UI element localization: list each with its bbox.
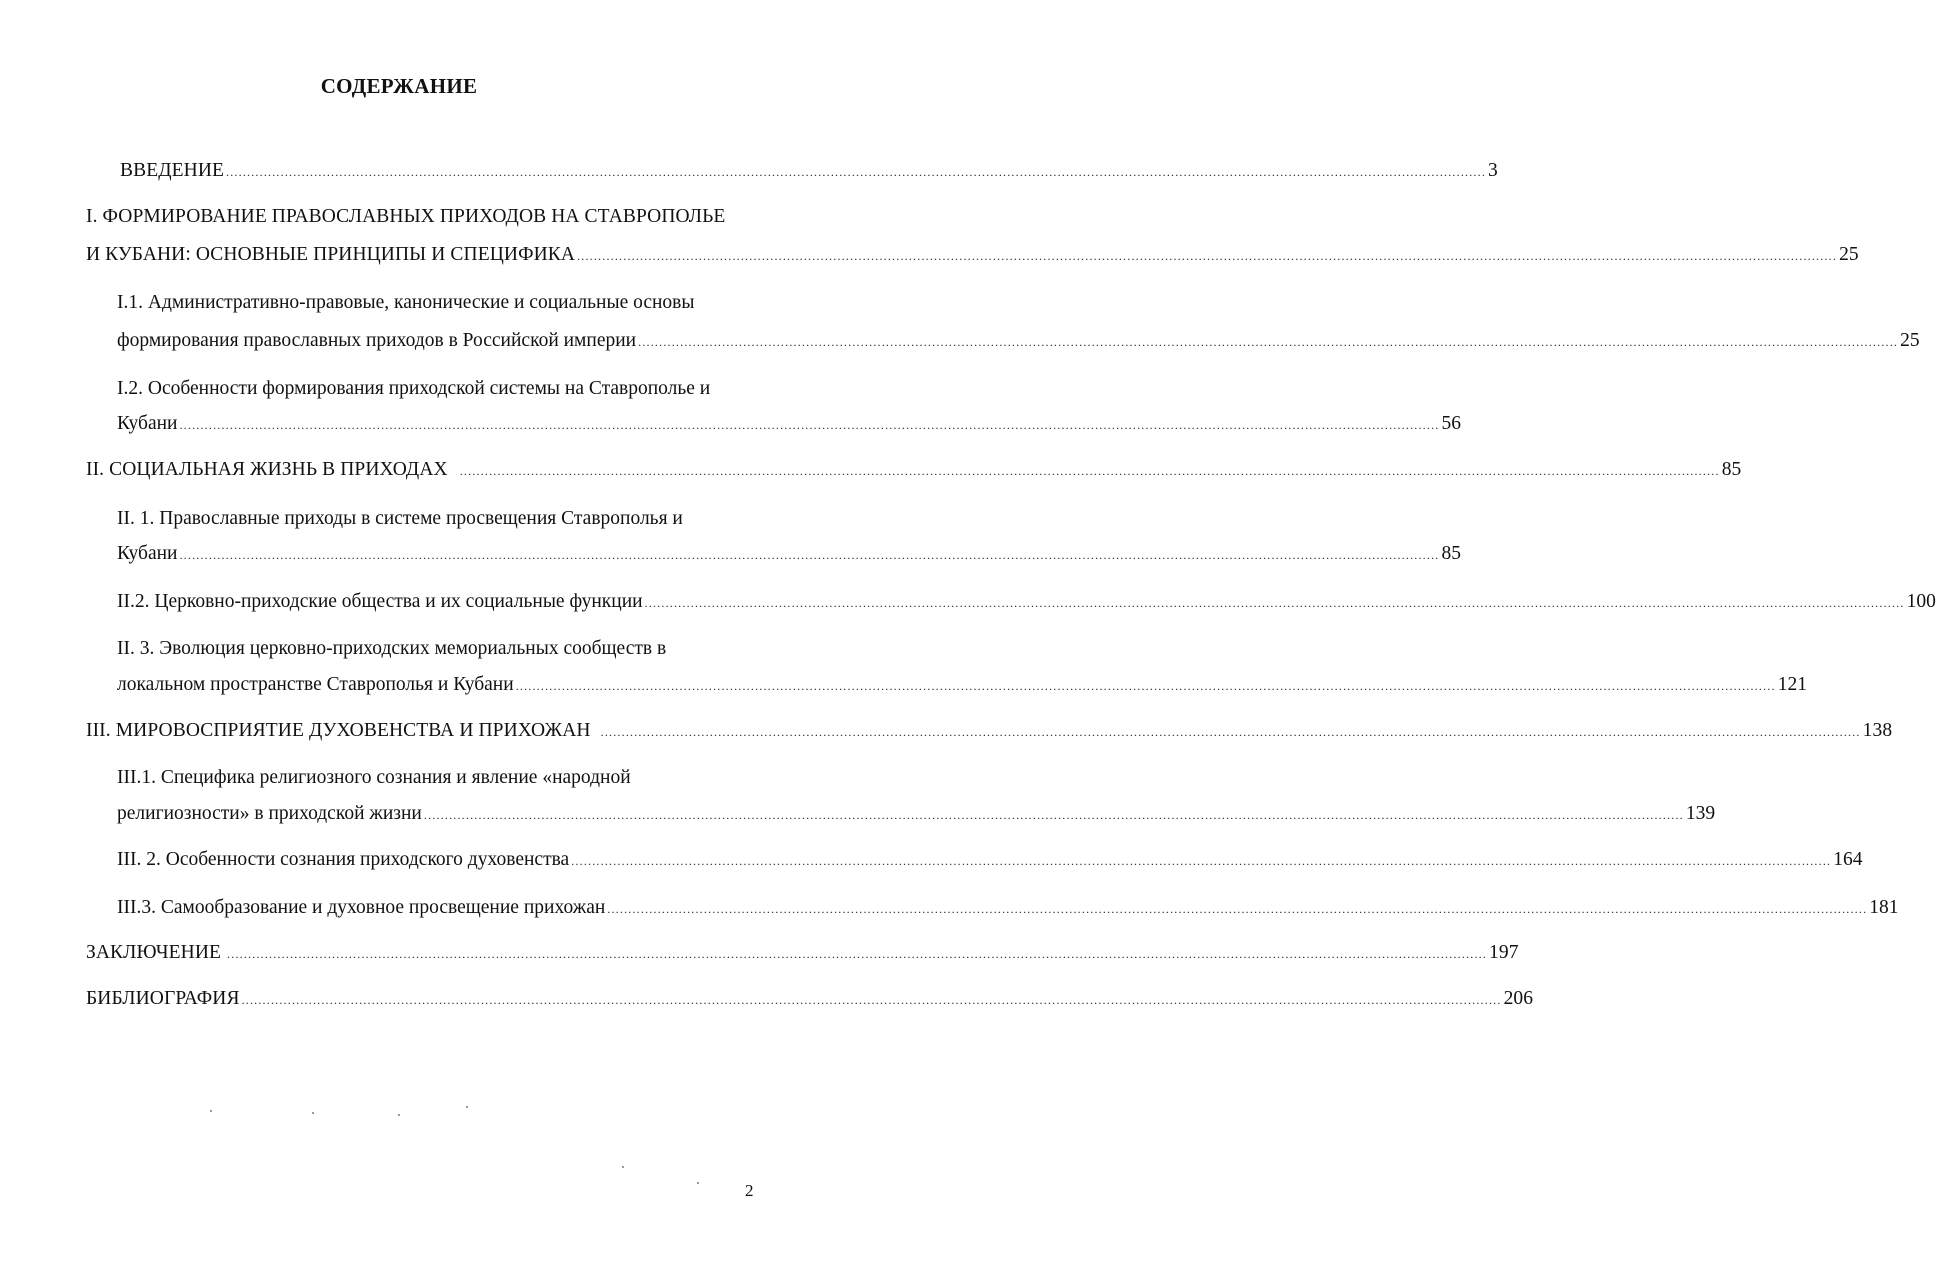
toc-page-number: 85 — [1441, 543, 1461, 564]
toc-section-2-3[interactable] — [117, 672, 1807, 698]
toc-page-number: 25 — [1900, 330, 1920, 351]
toc-page-number: 56 — [1441, 413, 1461, 434]
scan-speck — [622, 1166, 624, 1168]
leader-dots: ............................................................................................................................................................................................................................................................................................................ — [607, 902, 1868, 916]
scan-speck — [466, 1106, 468, 1108]
toc-page-number: 164 — [1833, 849, 1863, 870]
leader-dots: ............................................................................................................................................................................................................................................................................................................ — [515, 679, 1776, 693]
toc-chapter-2[interactable] — [86, 457, 1742, 483]
toc-section-3-1-line-1[interactable]: III.1. Специфика религиозного сознания и явление «народной — [117, 767, 631, 788]
toc-entry-label: III. МИРОВОСПРИЯТИЕ ДУХОВЕНСТВА И ПРИХОЖАН — [86, 720, 591, 741]
scan-speck — [210, 1110, 212, 1112]
toc-entry-label: III.3. Самообразование и духовное просвещение прихожан — [117, 897, 606, 918]
leader-dots: ............................................................................................................................................................................................................................................................................................................ — [638, 335, 1899, 349]
toc-entry-label: Кубани — [117, 543, 178, 564]
toc-section-1-1[interactable] — [117, 328, 1920, 354]
toc-entry-label: локальном пространстве Ставрополья и Кубани — [117, 674, 514, 695]
scan-speck — [398, 1114, 400, 1116]
leader-dots: ............................................................................................................................................................................................................................................................................................................ — [227, 947, 1488, 961]
toc-section-2-1-line-1[interactable]: II. 1. Православные приходы в системе просвещения Ставрополья и — [117, 508, 683, 529]
toc-page-number: 181 — [1869, 897, 1899, 918]
toc-page-number: 121 — [1777, 674, 1807, 695]
toc-chapter-3[interactable] — [86, 718, 1893, 744]
toc-chapter-1-line-1[interactable]: I. ФОРМИРОВАНИЕ ПРАВОСЛАВНЫХ ПРИХОДОВ НА СТАВРОПОЛЬЕ — [86, 206, 726, 227]
toc-page-number: 206 — [1503, 988, 1534, 1009]
toc-section-3-1[interactable] — [117, 801, 1716, 827]
toc-section-1-1-line-1[interactable]: I.1. Административно-правовые, канонические и социальные основы — [117, 292, 695, 313]
toc-section-1-2[interactable] — [117, 411, 1461, 437]
toc-entry-introduction[interactable] — [120, 158, 1498, 184]
toc-section-1-2-line-1[interactable]: I.2. Особенности формирования приходской системы на Ставрополье и — [117, 378, 711, 399]
leader-dots: ............................................................................................................................................................................................................................................................................................................ — [571, 854, 1832, 868]
leader-dots: ............................................................................................................................................................................................................................................................................................................ — [600, 725, 1861, 739]
toc-page-number: 138 — [1862, 720, 1893, 741]
toc-page-number: 3 — [1488, 160, 1498, 181]
toc-page-number: 85 — [1721, 459, 1742, 480]
leader-dots: ............................................................................................................................................................................................................................................................................................................ — [423, 808, 1684, 822]
leader-dots: ............................................................................................................................................................................................................................................................................................................ — [459, 464, 1720, 478]
toc-section-3-2[interactable] — [117, 847, 1863, 873]
toc-conclusion[interactable] — [86, 940, 1519, 966]
leader-dots: ............................................................................................................................................................................................................................................................................................................ — [226, 165, 1487, 179]
toc-entry-label: формирования православных приходов в Российской империи — [117, 330, 637, 351]
toc-page-number: 25 — [1839, 244, 1859, 265]
toc-chapter-1[interactable] — [86, 242, 1859, 268]
toc-bibliography[interactable] — [86, 986, 1534, 1012]
toc-page-number: 139 — [1685, 803, 1716, 824]
toc-entry-label: III. 2. Особенности сознания приходского духовенства — [117, 849, 570, 870]
page-number: 2 — [745, 1181, 754, 1200]
toc-entry-label: II.2. Церковно-приходские общества и их социальные функции — [117, 591, 643, 612]
toc-entry-label: БИБЛИОГРАФИЯ — [86, 988, 240, 1009]
toc-section-2-1[interactable] — [117, 541, 1461, 567]
toc-page-number: 100 — [1906, 591, 1936, 612]
toc-entry-label: ВВЕДЕНИЕ — [120, 160, 225, 181]
toc-entry-label: религиозности» в приходской жизни — [117, 803, 422, 824]
toc-section-2-2[interactable] — [117, 589, 1936, 615]
leader-dots: ............................................................................................................................................................................................................................................................................................................ — [577, 249, 1838, 263]
scan-speck — [697, 1182, 699, 1184]
toc-section-2-3-line-1[interactable]: II. 3. Эволюция церковно-приходских мемориальных сообществ в — [117, 638, 667, 659]
leader-dots: ............................................................................................................................................................................................................................................................................................................ — [644, 596, 1905, 610]
toc-page-number: 197 — [1489, 942, 1519, 963]
toc-entry-label: II. СОЦИАЛЬНАЯ ЖИЗНЬ В ПРИХОДАХ — [86, 459, 448, 480]
page-title: СОДЕРЖАНИЕ — [320, 74, 478, 98]
toc-entry-label: И КУБАНИ: ОСНОВНЫЕ ПРИНЦИПЫ И СПЕЦИФИКА — [86, 244, 576, 265]
leader-dots: ............................................................................................................................................................................................................................................................................................................ — [241, 993, 1502, 1007]
scan-speck — [312, 1112, 314, 1114]
toc-section-3-3[interactable] — [117, 895, 1899, 921]
toc-entry-label: ЗАКЛЮЧЕНИЕ — [86, 942, 222, 963]
leader-dots: ............................................................................................................................................................................................................................................................................................................ — [179, 418, 1440, 432]
leader-dots: ............................................................................................................................................................................................................................................................................................................ — [179, 548, 1440, 562]
toc-entry-label: Кубани — [117, 413, 178, 434]
